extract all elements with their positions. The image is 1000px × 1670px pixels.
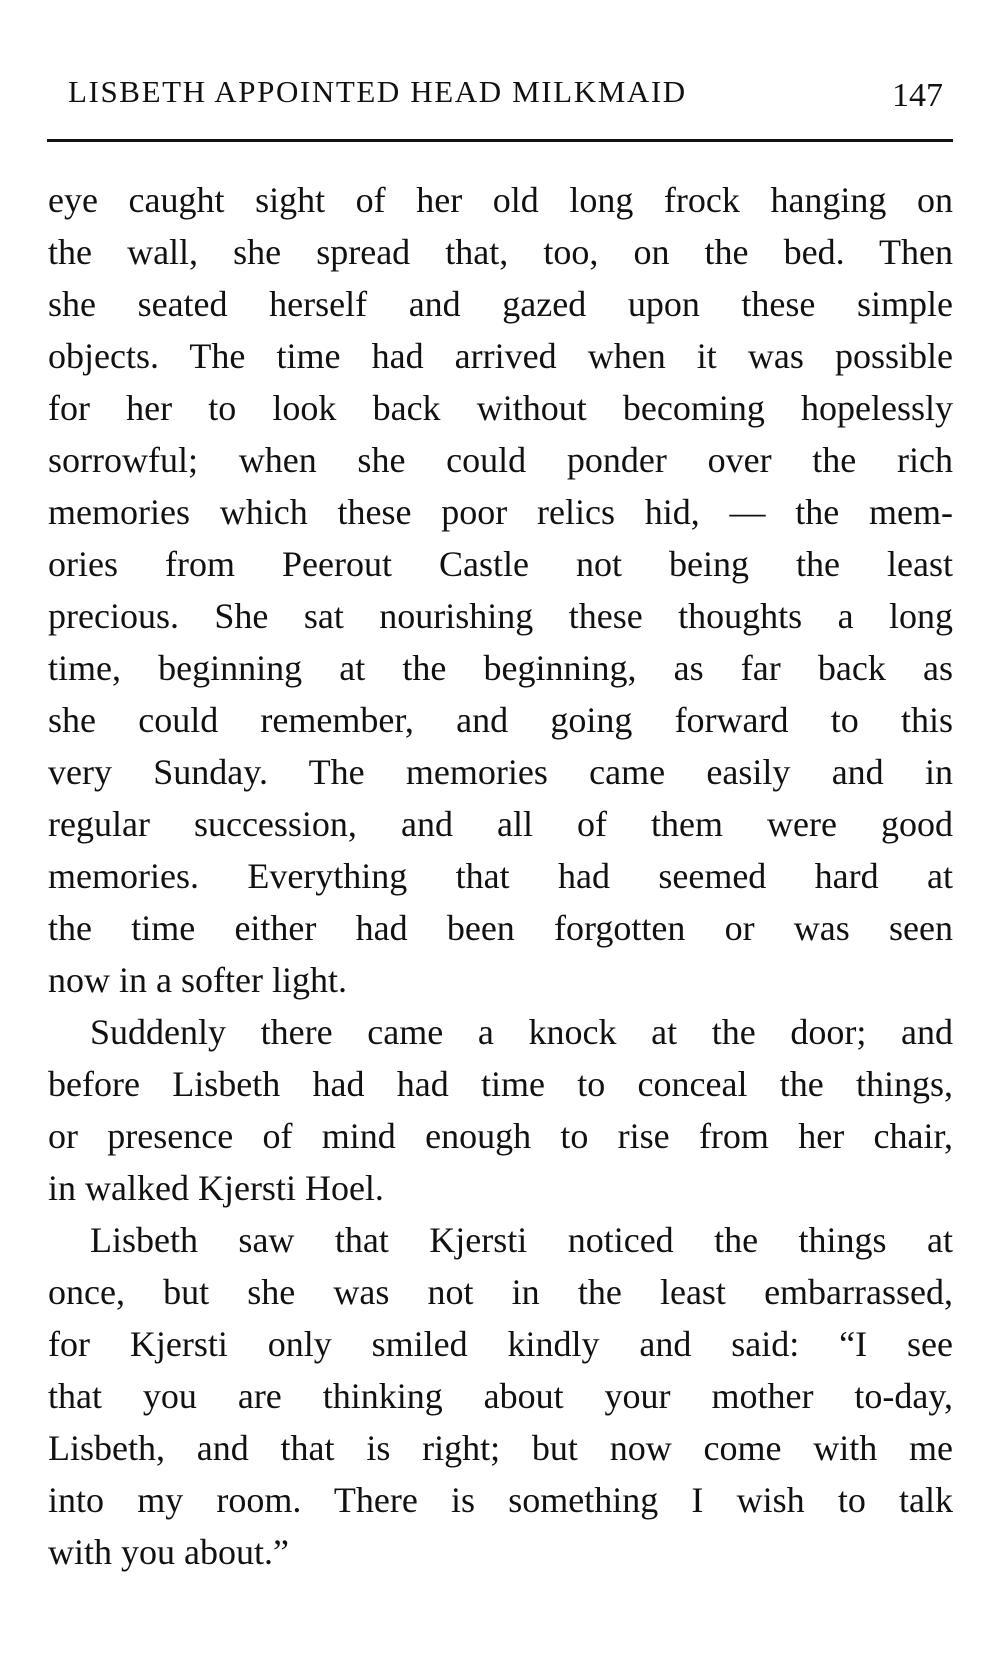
body-text [48,174,953,1578]
text-line: Suddenly there came a knock at the door; and [90,1012,953,1052]
paragraph-1 [48,174,953,1006]
text-line: in walked Kjersti Hoel. [48,1168,384,1208]
text-line: she seated herself and gazed upon these simple [48,284,953,324]
text-line: regular succession, and all of them were good [48,804,953,844]
text-line: sorrowful; when she could ponder over the rich [48,440,953,480]
text-line: now in a softer light. [48,960,347,1000]
text-line: that you are thinking about your mother to-day, [48,1376,953,1416]
text-line: memories which these poor relics hid, — the mem- [48,492,953,532]
text-line: ories from Peerout Castle not being the least [48,544,953,584]
text-line: she could remember, and going forward to this [48,700,953,740]
running-head [48,72,953,122]
text-line: before Lisbeth had had time to conceal the things, [48,1064,953,1104]
text-line: with you about.” [48,1532,289,1572]
text-line: Lisbeth saw that Kjersti noticed the things at [90,1220,953,1260]
text-line: Lisbeth, and that is right; but now come with me [48,1428,953,1468]
text-line: for her to look back without becoming hopelessly [48,388,953,428]
page-number: 147 [892,77,943,114]
text-line: the time either had been forgotten or was seen [48,908,953,948]
text-line: once, but she was not in the least embarrassed, [48,1272,953,1312]
text-line: precious. She sat nourishing these thoughts a long [48,596,953,636]
text-line: into my room. There is something I wish to talk [48,1480,953,1520]
text-line: objects. The time had arrived when it was possible [48,336,953,376]
text-line: for Kjersti only smiled kindly and said: “I see [48,1324,953,1364]
text-line: eye caught sight of her old long frock hanging on [48,180,953,220]
text-line: very Sunday. The memories came easily and in [48,752,953,792]
text-line: or presence of mind enough to rise from her chair, [48,1116,953,1156]
text-line: time, beginning at the beginning, as far back as [48,648,953,688]
text-line: memories. Everything that had seemed hard at [48,856,953,896]
paragraph-3 [48,1214,953,1578]
running-title: LISBETH APPOINTED HEAD MILKMAID [68,74,687,109]
text-line: the wall, she spread that, too, on the bed. Then [48,232,953,272]
paragraph-2 [48,1006,953,1214]
header-rule [47,139,953,142]
